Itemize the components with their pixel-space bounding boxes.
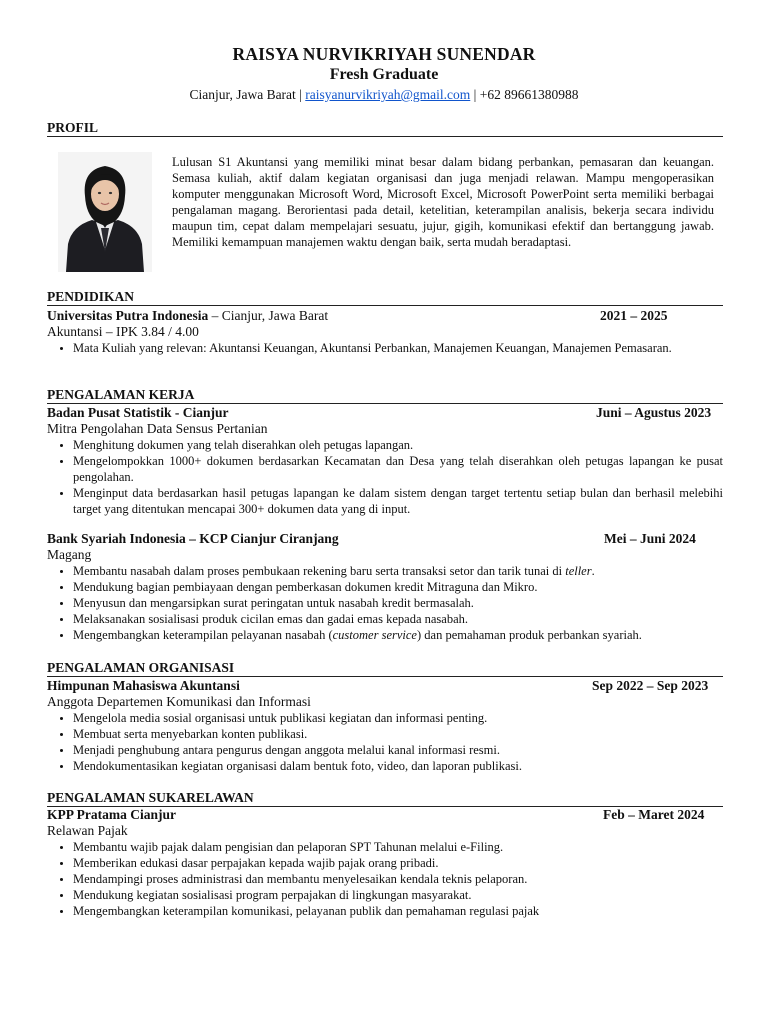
volunteer-entry — [47, 807, 723, 919]
list-item: • Mendampingi proses administrasi dan membantu menyelesaikan kendala teknis pelaporan. — [73, 871, 723, 887]
volunteer-role: Relawan Pajak — [47, 823, 128, 838]
list-item: • Mengelompokkan 1000+ dokumen berdasarkan Kecamatan dan Desa yang telah diserahkan oleh petugas lapangan ke pusat pengolahan. — [73, 453, 723, 485]
section-title-organization: PENGALAMAN ORGANISASI — [47, 660, 723, 677]
section-title-education: PENDIDIKAN — [47, 289, 723, 306]
volunteer-org: KPP Pratama Cianjur — [47, 807, 176, 822]
list-item: • Membantu nasabah dalam proses pembukaan rekening baru serta transaksi setor dan tarik tunai di teller. — [73, 563, 723, 579]
list-item: • Mendukung kegiatan sosialisasi program perpajakan di lingkungan masyarakat. — [73, 887, 723, 903]
work-date: Mei – Juni 2024 — [604, 531, 696, 546]
list-item: • Mendokumentasikan kegiatan organisasi dalam bentuk foto, video, dan laporan publikasi. — [73, 758, 723, 774]
education-major: Akuntansi – IPK 3.84 / 4.00 — [47, 324, 199, 339]
work-role: Magang — [47, 547, 92, 562]
volunteer-heading — [47, 807, 723, 823]
work-heading — [47, 531, 723, 547]
work-bullets — [47, 563, 723, 643]
contact-separator-1: | — [295, 87, 306, 102]
organization-bullets — [47, 710, 723, 774]
education-heading — [47, 308, 723, 324]
italic-term: teller — [565, 564, 592, 578]
contact-phone: +62 89661380988 — [479, 87, 579, 102]
resume-header — [0, 44, 768, 104]
section-title-work: PENGALAMAN KERJA — [47, 387, 723, 404]
list-item: • Mengembangkan keterampilan komunikasi, pelayanan publik dan pemahaman regulasi pajak — [73, 903, 723, 919]
volunteer-bullets — [47, 839, 723, 919]
list-item: • Mengembangkan keterampilan pelayanan nasabah (customer service) dan pemahaman produk perbankan syariah. — [73, 627, 723, 643]
education-bullets — [47, 340, 723, 356]
list-item: • Mengelola media sosial organisasi untuk publikasi kegiatan dan informasi penting. — [73, 710, 723, 726]
list-item: • Mata Kuliah yang relevan: Akuntansi Keuangan, Akuntansi Perbankan, Manajemen Keuangan, Manajemen Pemasaran. — [73, 340, 723, 356]
education-date: 2021 – 2025 — [600, 308, 668, 323]
candidate-name: RAISYA NURVIKRIYAH SUNENDAR — [232, 44, 536, 64]
work-bullets — [47, 437, 723, 517]
profile-photo — [58, 152, 152, 272]
work-entry-bsi — [47, 531, 723, 643]
list-item: • Membantu wajib pajak dalam pengisian dan pelaporan SPT Tahunan melalui e-Filing. — [73, 839, 723, 855]
contact-email-link[interactable]: raisyanurvikriyah@gmail.com — [305, 87, 471, 102]
work-role: Mitra Pengolahan Data Sensus Pertanian — [47, 421, 268, 436]
section-title-profile: PROFIL — [47, 120, 723, 137]
person-photo-icon — [58, 152, 152, 272]
contact-line — [0, 86, 768, 104]
volunteer-date: Feb – Maret 2024 — [603, 807, 705, 822]
contact-separator-2: | — [470, 87, 480, 102]
education-location: – Cianjur, Jawa Barat — [208, 308, 329, 323]
organization-date: Sep 2022 – Sep 2023 — [592, 678, 709, 693]
list-item: • Menginput data berdasarkan hasil petugas lapangan ke dalam sistem dengan target tertentu setiap bulan dan berhasil melebihi target yang ditentukan mencapai 300+ dokumen data yang di input. — [73, 485, 723, 517]
contact-location: Cianjur, Jawa Barat — [189, 87, 296, 102]
profile-summary: Lulusan S1 Akuntansi yang memiliki minat besar dalam bidang perbankan, pemasaran dan keuangan. Semasa kuliah, aktif dalam kegiatan organisasi dan juga menjadi relawan. Mampu mengoperasikan komputer menggunakan Microsoft Word, Microsoft Excel, Microsoft PowerPoint serta memiliki berbagai pengalaman magang. Berorientasi pada detail, ketelitian, keterampilan analisis, bekerja secara individu maupun tim, cepat dalam mempelajari sesuatu, jujur, gigih, komunikasi efektif dan bertanggung jawab. Memiliki kemampuan manajemen waktu dengan baik, serta mudah beradaptasi. — [172, 155, 714, 249]
list-item: • Menjadi penghubung antara pengurus dengan anggota melalui kanal informasi resmi. — [73, 742, 723, 758]
education-entry — [47, 308, 723, 356]
work-org: Bank Syariah Indonesia – KCP Cianjur Ciranjang — [47, 531, 339, 546]
organization-name: Himpunan Mahasiswa Akuntansi — [47, 678, 240, 693]
list-item: • Memberikan edukasi dasar perpajakan kepada wajib pajak orang pribadi. — [73, 855, 723, 871]
work-date: Juni – Agustus 2023 — [596, 405, 712, 420]
organization-heading — [47, 678, 723, 694]
work-entry-bps — [47, 405, 723, 517]
candidate-subtitle: Fresh Graduate — [329, 66, 439, 83]
organization-entry — [47, 678, 723, 774]
list-item: • Mendukung bagian pembiayaan dengan pemberkasan dokumen kredit Mitraguna dan Mikro. — [73, 579, 723, 595]
list-item: • Menghitung dokumen yang telah diserahkan oleh petugas lapangan. — [73, 437, 723, 453]
work-heading — [47, 405, 723, 421]
list-item: • Menyusun dan mengarsipkan surat peringatan untuk nasabah kredit bermasalah. — [73, 595, 723, 611]
organization-role: Anggota Departemen Komunikasi dan Informasi — [47, 694, 311, 709]
work-org: Badan Pusat Statistik - Cianjur — [47, 405, 229, 420]
list-item: • Membuat serta menyebarkan konten publikasi. — [73, 726, 723, 742]
section-title-volunteer: PENGALAMAN SUKARELAWAN — [47, 790, 723, 807]
education-school: Universitas Putra Indonesia — [47, 308, 209, 323]
italic-term: customer service — [332, 628, 417, 642]
list-item: • Melaksanakan sosialisasi produk cicilan emas dan gadai emas kepada nasabah. — [73, 611, 723, 627]
